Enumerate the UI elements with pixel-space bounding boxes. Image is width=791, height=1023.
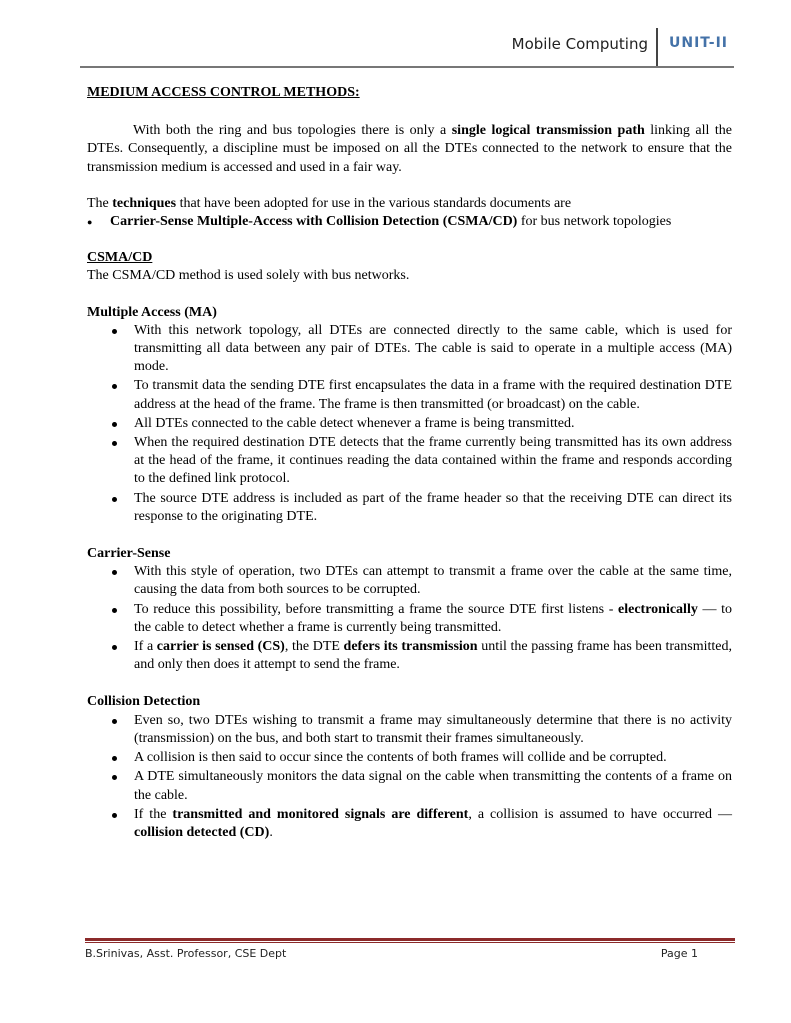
list-item <box>87 213 732 231</box>
section-heading-csma: CSMA/CD <box>87 250 153 266</box>
footer-author: B.Srinivas, Asst. Professor, CSE Dept <box>85 947 287 960</box>
list-item: With this network topology, all DTEs are connected directly to the same cable, which is used for transmitting all data between any pair of DTEs. The cable is said to operate in a multiple access (MA) mode. <box>87 322 732 377</box>
text: until the passing frame has been transmitted, and only then does it attempt to send the frame. <box>134 639 732 673</box>
techniques-paragraph <box>87 195 732 213</box>
page-title: MEDIUM ACCESS CONTROL METHODS: <box>87 85 360 100</box>
list-item: When the required destination DTE detects that the frame currently being transmitted has its own address at the head of the frame, it continues reading the data contained within the frame and responds according to the defined link protocol. <box>87 434 732 489</box>
bold-text: collision detected (CD) <box>134 824 270 840</box>
bold-text: techniques <box>112 195 177 211</box>
bold-text: carrier is sensed (CS) <box>156 639 285 655</box>
list-item <box>87 806 732 842</box>
list-item: Even so, two DTEs wishing to transmit a frame may simultaneously determine that there is no activity (transmission) on the bus, and both start to transmit their frames simultaneously. <box>87 712 732 748</box>
bold-text: Carrier-Sense Multiple-Access with Collision Detection (CSMA/CD) <box>110 214 518 230</box>
list-item: A DTE simultaneously monitors the data signal on the cable when transmitting the contents of a frame on the cable. <box>87 768 732 804</box>
section-heading-cs: Carrier-Sense <box>87 546 171 562</box>
list-item: With this style of operation, two DTEs can attempt to transmit a frame over the cable at the same time, causing the data from both sources to be corrupted. <box>87 563 732 599</box>
section-heading-cd: Collision Detection <box>87 694 201 710</box>
document-body <box>87 84 732 843</box>
page-header <box>80 28 734 66</box>
text: , the DTE <box>284 639 344 655</box>
ma-list <box>87 322 732 526</box>
text: With both the ring and bus topologies there is only a <box>133 123 452 139</box>
footer-rule-thin <box>85 942 735 943</box>
header-course: Mobile Computing <box>511 35 648 53</box>
list-item <box>87 601 732 637</box>
text: To reduce this possibility, before transmitting a frame the source DTE first listens - <box>134 601 619 617</box>
cd-list <box>87 712 732 842</box>
section-heading-ma: Multiple Access (MA) <box>87 304 217 320</box>
techniques-list <box>87 213 732 231</box>
csma-paragraph: The CSMA/CD method is used solely with bus networks. <box>87 268 410 284</box>
bold-text: transmitted and monitored signals are different <box>172 806 469 822</box>
header-divider <box>656 28 658 66</box>
text: for bus network topologies <box>517 214 672 230</box>
header-unit: UNIT-II <box>668 35 728 51</box>
cs-list <box>87 563 732 674</box>
text: that have been adopted for use in the various standards documents are <box>176 195 572 211</box>
bold-text: single logical transmission path <box>451 123 645 139</box>
list-item <box>87 638 732 674</box>
text: The <box>87 195 113 211</box>
footer-page-number: Page 1 <box>660 947 698 960</box>
footer-rule <box>85 938 735 941</box>
intro-paragraph <box>87 122 732 177</box>
list-item: To transmit data the sending DTE first encapsulates the data in a frame with the required destination DTE address at the head of the frame. The frame is then transmitted (or broadcast) on the cable. <box>87 377 732 413</box>
text: . <box>269 824 273 840</box>
text: — to the cable to detect whether a frame is currently being transmitted. <box>134 601 732 635</box>
text: If a <box>134 639 157 655</box>
list-item: The source DTE address is included as part of the frame header so that the receiving DTE can direct its response to the originating DTE. <box>87 490 732 526</box>
list-item: A collision is then said to occur since the contents of both frames will collide and be corrupted. <box>87 749 732 767</box>
bold-text: electronically <box>618 601 698 617</box>
list-item: All DTEs connected to the cable detect whenever a frame is being transmitted. <box>87 415 732 433</box>
text: If the <box>134 806 173 822</box>
text: , a collision is assumed to have occurred — <box>468 806 732 822</box>
bold-text: defers its transmission <box>343 639 478 655</box>
header-rule <box>80 66 734 68</box>
text: linking all the DTEs. Consequently, a discipline must be imposed on all the DTEs connected to the network to ensure that the transmission medium is accessed and used in a fair way. <box>87 123 732 175</box>
